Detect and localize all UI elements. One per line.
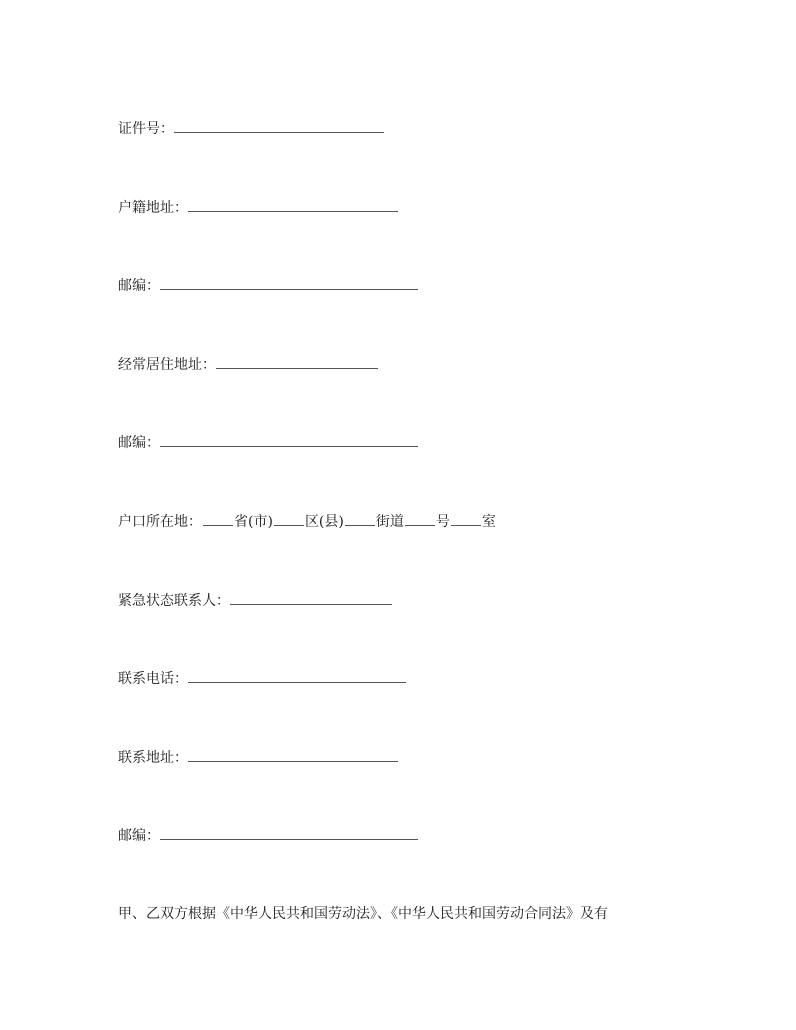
field-label: 证件号： xyxy=(118,121,174,137)
fill-blank xyxy=(160,825,418,840)
field-hukou-location xyxy=(118,511,496,532)
fill-blank xyxy=(230,590,392,605)
hukou-part-room: 室 xyxy=(481,514,496,530)
fill-blank xyxy=(160,275,418,290)
field-postcode-3 xyxy=(118,825,418,846)
fill-blank xyxy=(274,511,304,526)
contract-paragraph: 甲、乙双方根据《中华人民共和国劳动法》、《中华人民共和国劳动合同法》及有 xyxy=(118,906,608,922)
field-label: 联系电话： xyxy=(118,671,188,687)
fill-blank xyxy=(216,354,378,369)
field-residence-address xyxy=(118,354,378,375)
field-label: 邮编： xyxy=(118,278,160,294)
field-label: 邮编： xyxy=(118,435,160,451)
fill-blank xyxy=(345,511,375,526)
field-postcode-1 xyxy=(118,275,418,296)
field-contact-address xyxy=(118,747,398,768)
field-postcode-2 xyxy=(118,432,418,453)
hukou-part-province: 省(市) xyxy=(234,514,273,530)
field-label: 户籍地址： xyxy=(118,200,188,216)
field-household-address xyxy=(118,197,398,218)
fill-blank xyxy=(188,747,398,762)
field-id-number xyxy=(118,118,384,139)
hukou-part-number: 号 xyxy=(435,514,450,530)
fill-blank xyxy=(174,118,384,133)
field-label: 经常居住地址： xyxy=(118,357,216,373)
field-emergency-contact xyxy=(118,590,392,611)
field-label: 紧急状态联系人： xyxy=(118,593,230,609)
fill-blank xyxy=(188,668,406,683)
fill-blank xyxy=(203,511,233,526)
fill-blank xyxy=(160,432,418,447)
fill-blank xyxy=(405,511,435,526)
field-label: 邮编： xyxy=(118,828,160,844)
hukou-part-street: 街道 xyxy=(375,514,404,530)
fill-blank xyxy=(188,197,398,212)
field-label: 联系地址： xyxy=(118,750,188,766)
field-contact-phone xyxy=(118,668,406,689)
field-label: 户口所在地： xyxy=(118,514,202,530)
hukou-part-district: 区(县) xyxy=(304,514,344,530)
fill-blank xyxy=(451,511,481,526)
